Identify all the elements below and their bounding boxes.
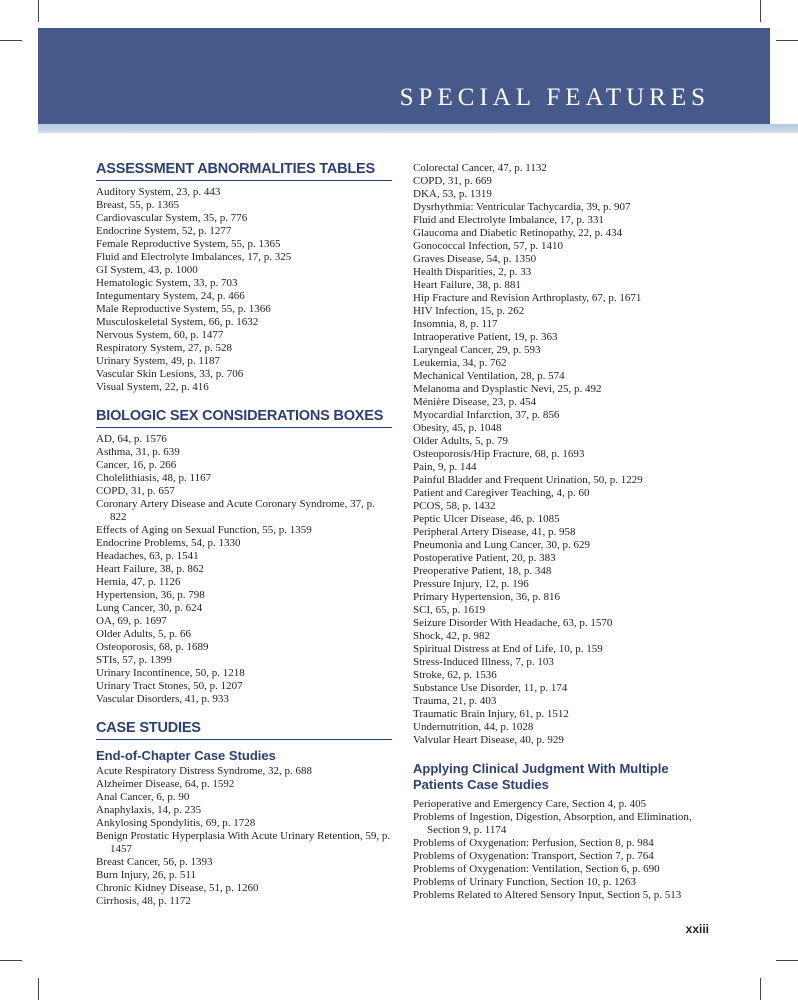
list-item: Stroke, 62, p. 1536 [413,669,497,681]
list-item: Urinary System, 49, p. 1187 [96,355,220,367]
list-item: Traumatic Brain Injury, 61, p. 1512 [413,708,569,720]
list-item: Spiritual Distress at End of Life, 10, p. 159 [413,643,603,655]
page-number: xxiii [685,922,709,936]
list-item: Fluid and Electrolyte Imbalances, 17, p. 325 [96,251,292,263]
case-studies-list-left [96,765,392,908]
list-item: Anaphylaxis, 14, p. 235 [96,804,202,816]
list-item: COPD, 31, p. 669 [413,175,492,187]
crop-mark [0,960,22,961]
crop-mark [760,978,761,1000]
list-item: DKA, 53, p. 1319 [413,188,492,200]
list-item: Headaches, 63, p. 1541 [96,550,199,562]
list-item: PCOS, 58, p. 1432 [413,500,496,512]
list-item: Anal Cancer, 6, p. 90 [96,791,190,803]
list-item: Hematologic System, 33, p. 703 [96,277,238,289]
list-item: Burn Injury, 26, p. 511 [96,869,197,881]
list-item: Cardiovascular System, 35, p. 776 [96,212,248,224]
left-column [96,160,392,908]
list-item: COPD, 31, p. 657 [96,485,175,497]
list-item: Coronary Artery Disease and Acute Coronary Syndrome, 37, p. 822 [96,498,375,523]
list-item: GI System, 43, p. 1000 [96,264,198,276]
list-item: Dysrhythmia: Ventricular Tachycardia, 39, p. 907 [413,201,631,213]
right-column [413,162,713,902]
biologic-list [96,433,392,706]
list-item: Perioperative and Emergency Care, Section 4, p. 405 [413,798,647,810]
list-item: Melanoma and Dysplastic Nevi, 25, p. 492 [413,383,602,395]
list-item: Chronic Kidney Disease, 51, p. 1260 [96,882,259,894]
list-item: SCI, 65, p. 1619 [413,604,486,616]
list-item: Hypertension, 36, p. 798 [96,589,205,601]
list-item: Acute Respiratory Distress Syndrome, 32, p. 688 [96,765,312,777]
list-item: Insomnia, 8, p. 117 [413,318,498,330]
crop-mark [760,0,761,22]
list-item: Pneumonia and Lung Cancer, 30, p. 629 [413,539,591,551]
list-item: Painful Bladder and Frequent Urination, 50, p. 1229 [413,474,643,486]
list-item: Alzheimer Disease, 64, p. 1592 [96,778,235,790]
list-item: Shock, 42, p. 982 [413,630,490,642]
list-item: Integumentary System, 24, p. 466 [96,290,245,302]
list-item: Cholelithiasis, 48, p. 1167 [96,472,212,484]
list-item: Ménière Disease, 23, p. 454 [413,396,537,408]
list-item: Gonococcal Infection, 57, p. 1410 [413,240,563,252]
list-item: Fluid and Electrolyte Imbalance, 17, p. 331 [413,214,604,226]
list-item: Older Adults, 5, p. 66 [96,628,192,640]
list-item: Colorectal Cancer, 47, p. 1132 [413,162,547,174]
list-item: Male Reproductive System, 55, p. 1366 [96,303,271,315]
list-item: Problems of Oxygenation: Perfusion, Section 8, p. 984 [413,837,654,849]
list-item: Asthma, 31, p. 639 [96,446,180,458]
list-item: Glaucoma and Diabetic Retinopathy, 22, p. 434 [413,227,623,239]
list-item: Problems of Urinary Function, Section 10, p. 1263 [413,876,637,888]
list-item: AD, 64, p. 1576 [96,433,167,445]
list-item: Endocrine Problems, 54, p. 1330 [96,537,241,549]
list-item: Respiratory System, 27, p. 528 [96,342,232,354]
list-item: Cirrhosis, 48, p. 1172 [96,895,191,907]
list-item: Osteoporosis/Hip Fracture, 68, p. 1693 [413,448,585,460]
list-item: OA, 69, p. 1697 [96,615,167,627]
list-item: Primary Hypertension, 36, p. 816 [413,591,560,603]
list-item: STIs, 57, p. 1399 [96,654,172,666]
list-item: Female Reproductive System, 55, p. 1365 [96,238,281,250]
list-item: Heart Failure, 38, p. 881 [413,279,521,291]
list-item: Cancer, 16, p. 266 [96,459,177,471]
list-item: Problems of Oxygenation: Transport, Section 7, p. 764 [413,850,654,862]
list-item: Stress-Induced Illness, 7, p. 103 [413,656,554,668]
list-item: Urinary Tract Stones, 50, p. 1207 [96,680,243,692]
list-item: Patient and Caregiver Teaching, 4, p. 60 [413,487,590,499]
page-title: SPECIAL FEATURES [399,84,710,111]
list-item: Breast, 55, p. 1365 [96,199,180,211]
list-item: Obesity, 45, p. 1048 [413,422,502,434]
list-item: Older Adults, 5, p. 79 [413,435,509,447]
list-item: Undernutrition, 44, p. 1028 [413,721,534,733]
list-item: Effects of Aging on Sexual Function, 55, p. 1359 [96,524,312,536]
list-item: Urinary Incontinence, 50, p. 1218 [96,667,245,679]
list-item: Problems of Oxygenation: Ventilation, Section 6, p. 690 [413,863,660,875]
list-item: Breast Cancer, 56, p. 1393 [96,856,213,868]
list-item: Endocrine System, 52, p. 1277 [96,225,232,237]
list-item: Auditory System, 23, p. 443 [96,186,221,198]
subheading-end-of-chapter: End-of-Chapter Case Studies [96,748,276,763]
list-item: Seizure Disorder With Headache, 63, p. 1570 [413,617,613,629]
section-heading-assessment: ASSESSMENT ABNORMALITIES TABLES [96,160,392,181]
list-item: Leukemia, 34, p. 762 [413,357,507,369]
list-item: Peripheral Artery Disease, 41, p. 958 [413,526,576,538]
list-item: Mechanical Ventilation, 28, p. 574 [413,370,565,382]
crop-mark [776,960,798,961]
header-stripe [38,124,798,133]
list-item: Pain, 9, p. 144 [413,461,477,473]
list-item: Vascular Skin Lesions, 33, p. 706 [96,368,244,380]
crop-mark [776,40,798,41]
assessment-list [96,186,392,394]
list-item: Health Disparities, 2, p. 33 [413,266,532,278]
list-item: Musculoskeletal System, 66, p. 1632 [96,316,259,328]
list-item: Nervous System, 60, p. 1477 [96,329,224,341]
multiple-patients-list [413,798,713,902]
list-item: Pressure Injury, 12, p. 196 [413,578,529,590]
list-item: Vascular Disorders, 41, p. 933 [96,693,229,705]
crop-mark [38,978,39,1000]
list-item: Hip Fracture and Revision Arthroplasty, 67, p. 1671 [413,292,642,304]
list-item: Heart Failure, 38, p. 862 [96,563,204,575]
list-item: Valvular Heart Disease, 40, p. 929 [413,734,564,746]
list-item: Lung Cancer, 30, p. 624 [96,602,203,614]
crop-mark [0,40,22,41]
list-item: HIV Infection, 15, p. 262 [413,305,525,317]
list-item: Substance Use Disorder, 11, p. 174 [413,682,568,694]
list-item: Benign Prostatic Hyperplasia With Acute Urinary Retention, 59, p. 1457 [96,830,391,855]
section-heading-case-studies: CASE STUDIES [96,719,392,740]
list-item: Preoperative Patient, 18, p. 348 [413,565,552,577]
list-item: Problems Related to Altered Sensory Input, Section 5, p. 513 [413,889,682,901]
list-item: Problems of Ingestion, Digestion, Absorption, and Elimination, Section 9, p. 1174 [413,811,692,836]
list-item: Ankylosing Spondylitis, 69, p. 1728 [96,817,256,829]
list-item: Visual System, 22, p. 416 [96,381,209,393]
list-item: Postoperative Patient, 20, p. 383 [413,552,556,564]
list-item: Osteoporosis, 68, p. 1689 [96,641,209,653]
list-item: Laryngeal Cancer, 29, p. 593 [413,344,541,356]
list-item: Hernia, 47, p. 1126 [96,576,181,588]
list-item: Peptic Ulcer Disease, 46, p. 1085 [413,513,560,525]
subheading-multiple-patients: Applying Clinical Judgment With Multiple Patients Case Studies [413,761,669,792]
crop-mark [38,0,39,22]
list-item: Trauma, 21, p. 403 [413,695,497,707]
case-studies-list-right [413,162,713,747]
list-item: Intraoperative Patient, 19, p. 363 [413,331,558,343]
list-item: Myocardial Infarction, 37, p. 856 [413,409,560,421]
list-item: Graves Disease, 54, p. 1350 [413,253,537,265]
section-heading-biologic: BIOLOGIC SEX CONSIDERATIONS BOXES [96,407,392,428]
